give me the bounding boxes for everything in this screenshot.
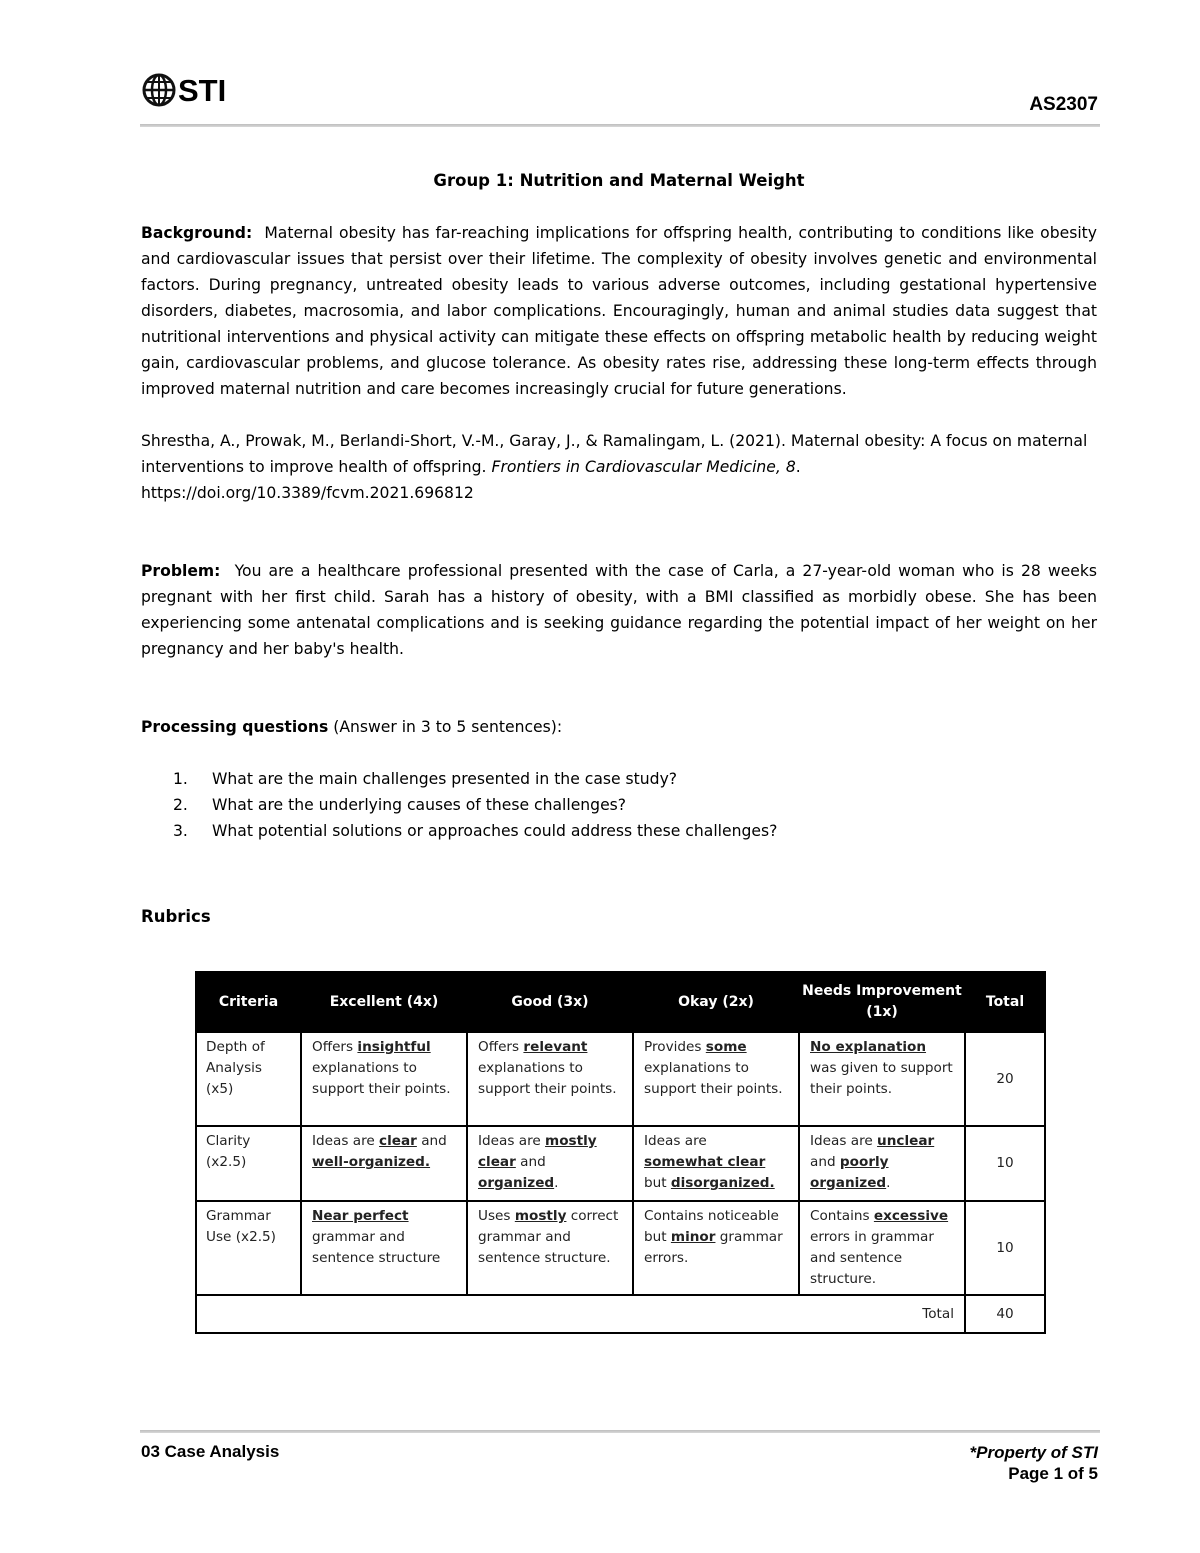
footer-right: [970, 1442, 1098, 1484]
table-row: [196, 1126, 1045, 1201]
question-number: 2.: [173, 796, 188, 814]
problem-paragraph: [141, 558, 1097, 662]
table-row: [196, 1032, 1045, 1126]
criteria-cell: Grammar Use (x2.5): [196, 1201, 301, 1295]
processing-heading: [141, 714, 1097, 740]
background-text: Maternal obesity has far-reaching implications for offspring health, contributing to conditions like obesity and cardiovascular issues that persist over their lifetime. The complexity of obesity involves genetic and environmental factors. During pregnancy, untreated obesity leads to various adverse outcomes, including gestational hypertensive disorders, diabetes, macrosomia, and labor complications. Encouragingly, human and animal studies data suggest that nutritional interventions and physical activity can mitigate these effects on offspring metabolic health by reducing weight gain, cardiovascular problems, and glucose tolerance. As obesity rates rise, addressing these long-term effects through improved maternal nutrition and care becomes increasingly crucial for future generations.: [141, 224, 1097, 398]
good-cell: Offers relevant explanations to support their points.: [467, 1032, 633, 1126]
criteria-cell: Clarity (x2.5): [196, 1126, 301, 1201]
main-content: [141, 168, 1097, 930]
logo-text: STI: [178, 72, 227, 108]
citation-authors: Shrestha, A., Prowak, M., Berlandi-Short, V.-M., Garay, J., & Ramalingam, L. (2021). Maternal obesity: A focus on maternal interventions to improve health of offspring.: [141, 432, 1088, 476]
questions-list: [141, 766, 1097, 844]
question-text: What are the main challenges presented in the case study?: [212, 770, 678, 788]
page-header: [140, 70, 1100, 130]
header-good: Good (3x): [467, 972, 633, 1032]
question-number: 1.: [173, 770, 188, 788]
grand-total-row: [196, 1295, 1045, 1333]
grand-total-value: 40: [965, 1295, 1045, 1333]
footer-property: *Property of STI: [969, 1443, 1098, 1462]
list-item: [141, 766, 1097, 792]
problem-label: Problem:: [141, 562, 221, 580]
needs-improvement-cell: Ideas are unclear and poorly organized.: [799, 1126, 965, 1201]
citation: Shrestha, A., Prowak, M., Berlandi-Short, V.-M., Garay, J., & Ramalingam, L. (2021). Maternal obesity: A focus on maternal interventions to improve health of offspring. Frontiers in Cardiovascular Medicine, 8. https://doi.org/10.3389/fcvm.2021.696812: [141, 432, 1088, 502]
question-text: What are the underlying causes of these challenges?: [212, 796, 627, 814]
header-needs-improvement: Needs Improvement (1x): [799, 972, 965, 1032]
header-excellent: Excellent (4x): [301, 972, 467, 1032]
citation-journal: Frontiers in Cardiovascular Medicine, 8: [491, 458, 796, 476]
excellent-cell: Offers insightful explanations to support their points.: [301, 1032, 467, 1126]
page-title: Group 1: Nutrition and Maternal Weight: [433, 171, 805, 190]
criteria-cell: Depth of Analysis (x5): [196, 1032, 301, 1126]
page-number: Page 1 of 5: [1008, 1464, 1098, 1483]
needs-improvement-cell: Contains excessive errors in grammar and sentence structure.: [799, 1201, 965, 1295]
footer-module-title: 03 Case Analysis: [141, 1442, 280, 1461]
rubrics-heading: Rubrics: [141, 907, 211, 926]
list-item: [141, 818, 1097, 844]
question-text: What potential solutions or approaches could address these challenges?: [212, 822, 778, 840]
okay-cell: Provides some explanations to support their points.: [633, 1032, 799, 1126]
processing-note: (Answer in 3 to 5 sentences):: [333, 718, 563, 736]
okay-cell: Ideas are somewhat clear but disorganized.: [633, 1126, 799, 1201]
row-total-cell: 10: [965, 1201, 1045, 1295]
needs-improvement-cell: No explanation was given to support their points.: [799, 1032, 965, 1126]
question-number: 3.: [173, 822, 188, 840]
header-divider: [140, 124, 1100, 127]
grand-total-label: Total: [196, 1295, 965, 1333]
table-row: [196, 1201, 1045, 1295]
rubric-table: [195, 971, 1046, 1334]
excellent-cell: Near perfect grammar and sentence structure: [301, 1201, 467, 1295]
okay-cell: Contains noticeable but minor grammar errors.: [633, 1201, 799, 1295]
citation-doi: https://doi.org/10.3389/fcvm.2021.696812: [141, 484, 474, 502]
header-okay: Okay (2x): [633, 972, 799, 1032]
row-total-cell: 20: [965, 1032, 1045, 1126]
document-code: AS2307: [1029, 94, 1098, 115]
rubric-header-row: [196, 972, 1045, 1032]
good-cell: Uses mostly correct grammar and sentence structure.: [467, 1201, 633, 1295]
list-item: [141, 792, 1097, 818]
good-cell: Ideas are mostly clear and organized.: [467, 1126, 633, 1201]
header-total: Total: [965, 972, 1045, 1032]
header-criteria: Criteria: [196, 972, 301, 1032]
row-total-cell: 10: [965, 1126, 1045, 1201]
background-label: Background:: [141, 224, 253, 242]
problem-text: You are a healthcare professional presented with the case of Carla, a 27-year-old woman who is 28 weeks pregnant with her first child. Sarah has a history of obesity, with a BMI classified as morbidly obese. She has been experiencing some antenatal complications and is seeking guidance regarding the potential impact of her weight on her pregnancy and her baby's health.: [141, 562, 1097, 658]
sti-logo: [142, 72, 226, 108]
processing-label: Processing questions: [141, 718, 329, 736]
globe-icon: [142, 73, 176, 107]
footer-divider: [140, 1430, 1100, 1433]
background-paragraph: [141, 220, 1097, 402]
excellent-cell: Ideas are clear and well-organized.: [301, 1126, 467, 1201]
